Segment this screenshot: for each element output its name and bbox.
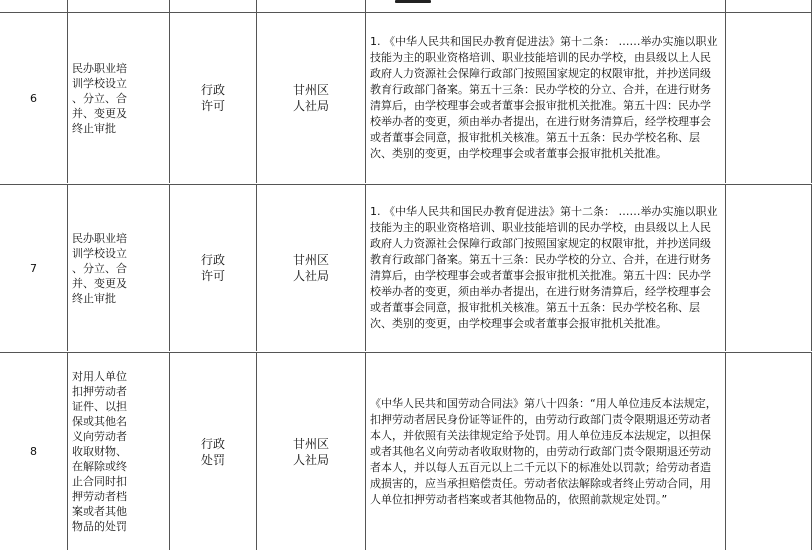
cell-type bbox=[170, 185, 257, 351]
clipped-text-fragment bbox=[395, 0, 431, 4]
cell-basis bbox=[366, 185, 726, 351]
cell-name bbox=[68, 185, 170, 351]
table-row[interactable] bbox=[0, 353, 812, 550]
legal-basis: 1. 《中华人民共和国民办教育促进法》第十二条： ……举办实施以职业技能为主的职业资格培训、职业技能培训的民办学校，由县级以上人民政府人力资源社会保障行政部门按照国家规定的权限审批，并抄送同级教育行政部门备案。第五十三条：民办学校的分立、合并，在进行财务清算后，由学校理事会或者董事会报审批机关批准。第五十四：民办学校举办者的变更，须由举办者提出，在进行财务清算后，经学校理事会或者董事会同意，报审批机关核准。第五十五条：民办学校名称、层次、类别的变更，由学校理事会或者董事会报审批机关批准。 bbox=[370, 35, 718, 160]
cell-no bbox=[0, 185, 68, 351]
cell-org bbox=[257, 0, 366, 12]
cell-name bbox=[68, 13, 170, 183]
cell-extra bbox=[726, 13, 812, 183]
legal-basis: 《中华人民共和国劳动合同法》第八十四条：“用人单位违反本法规定，扣押劳动者居民身份证等证件的，由劳动行政部门责令限期退还劳动者本人，并依照有关法律规定给予处罚。用人单位违反本法规定，以担保或者其他名义向劳动者收取财物的，由劳动行政部门责令限期退还劳动者本人，并以每人五百元以上二千元以下的标准处以罚款；给劳动者造成损害的，应当承担赔偿责任。劳动者依法解除或者终止劳动合同，用人单位扣押劳动者档案或者其他物品的，依照前款规定处罚。” bbox=[370, 396, 717, 506]
cell-extra bbox=[726, 353, 812, 550]
item-name: 民办职业培 训学校设立 、分立、合 并、变更及 终止审批 bbox=[72, 61, 127, 135]
cell-type bbox=[170, 353, 257, 550]
cell-no bbox=[0, 353, 68, 550]
cell-type bbox=[170, 0, 257, 12]
cell-type bbox=[170, 13, 257, 183]
row-number: 7 bbox=[30, 261, 37, 275]
item-org: 甘州区 人社局 bbox=[292, 253, 329, 283]
cell-no bbox=[0, 0, 68, 12]
row-number: 6 bbox=[30, 91, 37, 105]
cell-org bbox=[257, 185, 366, 351]
cell-name bbox=[68, 0, 170, 12]
legal-basis: 1. 《中华人民共和国民办教育促进法》第十二条： ……举办实施以职业技能为主的职业资格培训、职业技能培训的民办学校，由县级以上人民政府人力资源社会保障行政部门按照国家规定的权限审批，并抄送同级教育行政部门备案。第五十三条：民办学校的分立、合并，在进行财务清算后，由学校理事会或者董事会报审批机关批准。第五十四：民办学校举办者的变更，须由举办者提出，在进行财务清算后，经学校理事会或者董事会同意，报审批机关核准。第五十五条：民办学校名称、层次、类别的变更，由学校理事会或者董事会报审批机关批准。 bbox=[370, 205, 718, 330]
item-name: 对用人单位 扣押劳动者 证件、以担 保或其他名 义向劳动者 收取财物、 在解除或终 止合同时扣 押劳动者档 案或者其他 物品的处罚 bbox=[72, 370, 127, 533]
row-number: 8 bbox=[30, 445, 37, 458]
item-org: 甘州区 人社局 bbox=[292, 83, 329, 113]
cell-org bbox=[257, 353, 366, 550]
cell-org bbox=[257, 13, 366, 183]
item-type: 行政 许可 bbox=[200, 83, 225, 113]
item-name: 民办职业培 训学校设立 、分立、合 并、变更及 终止审批 bbox=[72, 231, 127, 305]
cell-basis bbox=[366, 13, 726, 183]
item-type: 行政 许可 bbox=[200, 253, 225, 283]
cell-extra bbox=[726, 185, 812, 351]
cell-name bbox=[68, 353, 170, 550]
item-org: 甘州区 人社局 bbox=[292, 436, 329, 467]
cell-extra bbox=[726, 0, 812, 12]
table-row[interactable] bbox=[0, 185, 812, 351]
table-row[interactable] bbox=[0, 13, 812, 183]
cell-no bbox=[0, 13, 68, 183]
item-type: 行政 处罚 bbox=[200, 436, 225, 467]
cell-basis bbox=[366, 353, 726, 550]
